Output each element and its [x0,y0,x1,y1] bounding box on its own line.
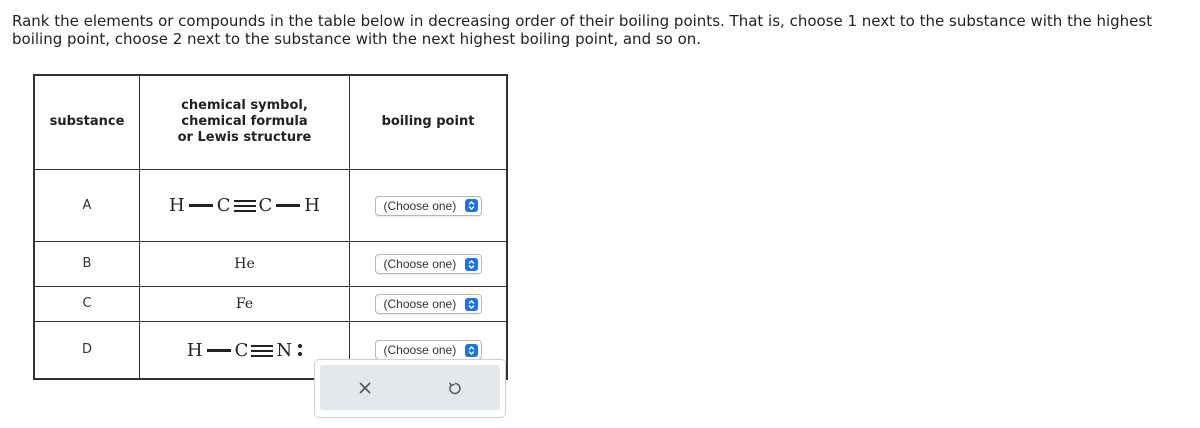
chevron-updown-icon [465,344,478,357]
ranking-table [33,74,508,380]
undo-button[interactable] [410,365,500,410]
table-row [34,169,507,241]
header-substance: substance [34,75,140,169]
header-chemical-symbol [140,75,350,169]
boiling-point-cell [350,241,508,286]
table-header-row [34,75,507,169]
substance-label: B [34,241,140,286]
atom-label: H [169,194,185,216]
header-symbol-line2: chemical formula [181,114,308,130]
select-value: (Choose one) [383,297,457,311]
lewis-structure-acetylene [140,169,350,241]
select-value: (Choose one) [383,257,457,271]
clear-button[interactable] [320,365,410,410]
atom-label: H [304,194,320,216]
select-value: (Choose one) [383,198,457,213]
table-row [34,241,507,286]
boiling-point-cell [350,286,508,321]
header-symbol-line1: chemical symbol, [181,98,308,114]
substance-label: D [34,321,140,379]
rank-select[interactable] [375,294,482,314]
single-bond [276,204,300,207]
atom-label: N [276,339,293,361]
table-row [34,286,507,321]
lone-pair [298,343,302,357]
close-icon [358,381,372,395]
rank-select[interactable] [375,340,482,360]
header-boiling-point: boiling point [350,75,508,169]
boiling-point-cell [350,169,508,241]
atom-label: H [186,339,203,361]
atom-label: C [234,339,249,361]
triple-bond [251,345,273,356]
triple-bond [234,200,256,211]
single-bond [189,204,213,207]
single-bond [207,349,231,352]
question-text: Rank the elements or compounds in the table below in decreasing order of their boiling points. That is, choose 1 next to the substance with the highest boiling point, choose 2 next to the substance with the next highest boiling point, and so on. [12,12,1153,48]
header-symbol-line3: or Lewis structure [177,130,312,146]
substance-label: A [34,169,140,241]
atom-label: C [216,194,231,216]
atom-label: C [258,194,273,216]
rank-select[interactable] [375,196,482,216]
chevron-updown-icon [465,298,478,311]
undo-icon [447,380,463,396]
answer-action-panel [314,359,506,418]
chevron-updown-icon [465,199,478,212]
chevron-updown-icon [465,258,478,271]
select-value: (Choose one) [383,343,457,358]
rank-select[interactable] [375,254,482,274]
substance-label: C [34,286,140,321]
chemical-formula: Fe [140,286,350,321]
chemical-formula: He [140,241,350,286]
